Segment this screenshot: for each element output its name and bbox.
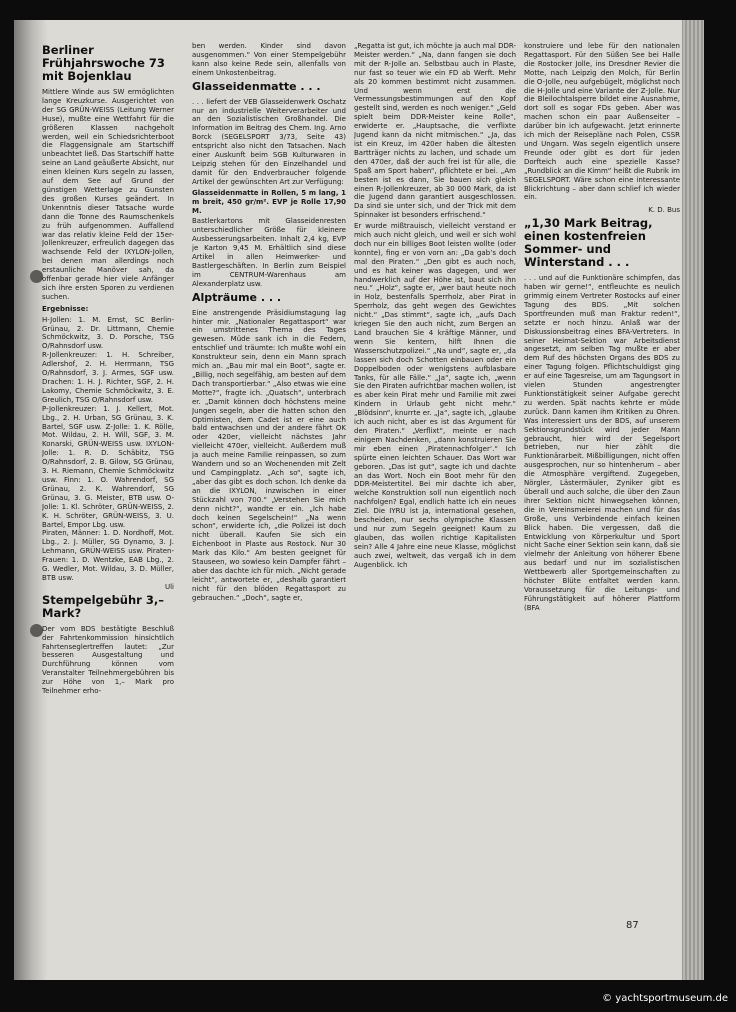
- article-paragraph: Glasseidenmatte in Rollen, 5 m lang, 1 m breit, 450 gr/m². EVP je Rolle 17,90 M.: [192, 188, 346, 215]
- results-item: R-Jollenkreuzer: 1. H. Schreiber, Adlershof, 2. H. Herrmann, TSG O/Rahnsdorf, 3. J. Armes, SGF usw. Drachen: 1. H. J. Richter, SGF, 2. H. Lakomy, Chemie Schmöckwitz, 3. E. Greulich, TSG O/Rahnsdorf usw.: [42, 351, 174, 404]
- article-paragraph: Bastlerkartons mit Glasseidenresten unterschiedlicher Größe für kleinere Ausbesserungsarbeiten. Inhalt 2,4 kg, EVP je Karton 9,45 M. Erhältlich sind diese Artikel in allen Heimwerker- und Bastlergeschäften. In Berlin zum Beispiel im CENTRUM-Warenhaus am Alexanderplatz usw.: [192, 217, 346, 288]
- article-paragraph: Eine anstrengende Präsidiumstagung lag hinter mir. „Nationaler Regattasport“ war ein umstrittenes Thema des Tages gewesen. Müde sank ich in die Federn, entschlief und träumte: Ich mußte wohl ein Konstrukteur sein, denn ein Mann sprach mich an. „Bau mir mal ein Boot“, sagte er. „Billig, noch segelfähig, am besten auf dem Dach transportierbar.“ „Also etwas wie eine Motte?“, fragte ich. „Quatsch“, unterbrach er. „Damit können doch höchstens meine Jungen segeln, aber die hatten schon den Optimisten, dem Cadet ist er eine auch bald entwachsen und der andere fährt OK oder 420er, vielleicht nächstes Jahr vielleicht 470er, vielleicht. Außerdem muß ja auch meine Familie reinpassen, so zum Wandern und so an Wochenenden mit Zelt und Campingplatz. „Ach so“, sagte ich, „aber das gibt es doch schon. Ich denke da an die IXYLON, inzwischen in einer Stückzahl von 700.“ „Verstehen Sie mich denn nicht?“, wandte er ein. „Ich habe doch keinen Segelschein!“ „Na wenn schon“, erwiderte ich, „die Polizei ist doch nicht überall. Kaufen Sie sich ein Eichenboot in Plaste aus Rostock. Nur 30 Mark das Kilo.“ Am besten geeignet für Stauseen, wo sowieso kein Dampfer fährt – aber das dachte ich für mich. „Nicht gerade leicht“, antwortete er, „deshalb garantiert nicht für den blöden Regattasport zu gebrauchen.“ „Doch“, sagte er,: [192, 308, 346, 602]
- article-title-fruehjahrswoche: Berliner Frühjahrswoche 73 mit Bojenklau: [42, 43, 165, 83]
- page-number: 87: [626, 920, 639, 931]
- article-paragraph: . . . und auf die Funktionäre schimpfen, das haben wir gerne!“, entfleuchte es neulich grimmig einem Vertreter Rostocks auf einer Tagung des BDS. „Mit solchen Sportfreunden muß man Fraktur reden!“, setzte er noch hinzu. Anlaß war der Diskussionsbeitrag eines BFA-Vertreters. In seiner Heimat-Sektion war Arbeitsdienst angesetzt, am selben Tag mußte er aber dem Ruf des höchsten Organs des BDS zu einer Tagung folgen. Pflichtschuldigst ging er auf eine Tagesreise, um am Tagungsort in vielen Stunden angestrengter Funktionstätigkeit seiner Aufgabe gerecht zu werden. Spät nachts kehrte er müde zurück. Dann kamen ihm Kritiken zu Ohren. Was interessiert uns der BDS, auf unserem Sektionsgrundstück wird jeder Mann gebraucht, hier wird der Segelsport betrieben, nur hier zählt die Funktionärarbeit. Mißbilligungen, nicht offen ausgesprochen, nur so hintenherum – aber die Atmosphäre vergiftend. Zugegeben, Nörgler, Lästermäuler, Zyniker gibt es überall und auch solche, die über den Zaun ihrer Sektion nicht hinwegsehen können, die in Vereinsmeierei machen und für das Große, uns Verbindende einfach keinen Blick haben. Die vergessen, daß die Entwicklung von Körperkultur und Sport nicht Sache einer Sektion sein kann, daß sie vielmehr der Anleitung von höherer Ebene aus bedarf und nur im sozialistischen Wettbewerb aller Sportgemeinschaften zu höchster Blüte entfaltet werden kann. Voraussetzung für die Leitungs- und Führungstätigkeit auf höherer Plattform (BFA: [524, 274, 680, 612]
- author-signature: Uli: [164, 582, 174, 591]
- author-signature: K. D. Bus: [648, 206, 680, 215]
- article-title-glasseidenmatte: Glasseidenmatte . . .: [192, 79, 321, 93]
- results-item: H-Jollen: 1. M. Ernst, SC Berlin-Grünau, 2. Dr. Littmann, Chemie Schmöckwitz, 3. D. Porsche, TSG O/Rahnsdorf usw.: [42, 315, 174, 351]
- article-title-alptraeume: Alpträume . . .: [192, 290, 282, 304]
- article-paragraph: „Regatta ist gut, ich möchte ja auch mal DDR-Meister werden.“ „Na, dann fangen sie doch mit der R-Jolle an. Selbstbau auch in Plaste, nur fast so teuer wie ein FD ab Werft. Mehr als 20 kommen bestimmt nicht zusammen. Und wenn erst die Vermessungsbestimmungen auf den Kopf gestellt sind, werden es noch weniger.“ „Geld spielt beim DDR-Meister keine Rolle“, erwiderte er. „Hauptsache, die verflixte Jugend kann da nicht mitmischen.“ „Ja, das ist ein Kreuz, im 420er haben die ältesten Bartträger nichts zu lachen, und schade um den 470er, daß der auch frei ist für alle, die Spaß am Sport haben“, pflichtete er bei. „Am besten ist es dann, Sie bauen sich gleich einen R-Jollenkreuzer, ab 30 000 Mark, da ist die Jugend dann garantiert ausgeschlossen. Da sind sie unter sich, und der Trick mit dem Spinnaker ist besonders erfrischend.“: [354, 42, 516, 220]
- article-paragraph: ben werden. Kinder sind davon ausgenommen.“ Von einer Stempelgebühr kann also keine Rede sein, allenfalls von einem Unkostenbeitrag.: [192, 42, 346, 77]
- article-title-beitrag: „1,30 Mark Beitrag, einen kostenfreien Sommer- und Winterstand . . .: [524, 216, 653, 270]
- column-3: [354, 42, 516, 972]
- results-item: P-Jollenkreuzer: 1. J. Kellert, Mot. Lbg., 2. H. Urban, SG Grünau, 3. K. Bartel, SGF usw. Z-Jolle: 1. K. Rölle, Mot. Wildau, 2. H. Will, SGF, 3. M. Konarski, GRÜN-WEISS usw. IXYLON-Jolle: 1. R. D. Schäbitz, TSG O/Rahnsdorf, 2. B. Gilow, SG Grünau, 3. H. Riemann, Chemie Schmöckwitz usw. Finn: 1. O. Wahrendorf, SG Grünau, 2. K. Wahrendorf, SG Grünau, 3. G. Meister, BTB usw. O-Jolle: 1. Kl. Schröter, GRÜN-WEISS, 2. K. H. Schröter, GRÜN-WEISS, 3. U. Bartel, Empor Lbg. usw.: [42, 404, 174, 529]
- results-label: Ergebnisse:: [42, 304, 89, 313]
- magazine-page: [14, 20, 704, 980]
- article-paragraph: Er wurde mißtrauisch, vielleicht verstand er mich auch nicht gleich, und weil er sich wohl doch nur ein billiges Boot leisten wollte (oder konnte), fing er von vorn an: „Da gab’s doch mal den Piraten.“ „Den gibt es auch noch, und es hat keiner was dagegen, und wer handwerklich auf der Höhe ist, baut sich ihn neu.“ „Holz“, sagte er, „wer baut heute noch in Holz, bestenfalls Sperrholz, aber Pirat in Sperrholz, das geht wegen des Gewichtes nicht.“ „Das stimmt“, sagte ich, „aufs Dach kriegen Sie den auch nicht, zum Bergen an Land brauchen Sie 4 kräftige Männer, und wenn Sie kentern, hilft Ihnen die Wasserschutzpolizei.“ „Na und“, sagte er, „da lassen sich doch Schotten einbauen oder ein Doppelboden oder wenigstens aufblasbare Tanks, für alle Fälle.“ „Ja“, sagte ich, „wenn Sie den Piraten aufrichtbar machen wollen, ist es aber kein Pirat mehr und Familie mit zwei Kindern in Urlaub geht nicht mehr.“ „Blödsinn“, knurrte er. „Ja“, sagte ich, „glaube ich auch nicht, aber es ist das Argument für den Piraten.“ „Verflixt“, meinte er nach einigem Nachdenken, „dann konstruieren Sie mir eben einen ‚Piratennachfolger‘.“ Ich spürte einen leichten Schauer. Das Wort war geboren. „Das ist gut“, sagte ich und dachte an das Wort. Noch ein Boot mehr für den DDR-Meistertitel. Bei mir dachte ich aber, welche Konstruktion soll nun eigentlich noch nachfolgen? Egal, endlich hatte ich ein neues Ziel. Die IYRU ist ja, international gesehen, bescheiden, nur sechs olympische Klassen und nur zum Segeln geeignet! Kaum zu glauben, das wollen richtige Kapitalisten sein? Alle 4 Jahre eine neue Klasse, möglichst auch zwei, weltweit, das vergaß ich in dem Augenblick. Ich: [354, 222, 516, 569]
- page-edge-stack: [682, 20, 704, 980]
- copyright-notice: © yachtsportmuseum.de: [602, 993, 728, 1004]
- column-1: [42, 42, 174, 972]
- column-2: [192, 42, 346, 972]
- article-paragraph: . . . liefert der VEB Glasseidenwerk Oschatz nur an industrielle Weiterverarbeiter und an den Sozialistischen Großhandel. Die Information im Beitrag des Chem. Ing. Arno Borck (SEGELSPORT 3/73, Seite 43) entspricht also nicht den Tatsachen. Nach einer Auskunft beim SGB Kulturwaren in Leipzig stehen für den Einzelhandel und damit für den Endverbraucher folgende Artikel der gewünschten Art zur Verfügung:: [192, 97, 346, 186]
- results-list: [42, 316, 174, 583]
- article-paragraph: Mittlere Winde aus SW ermöglichten lange Kreuzkurse. Ausgerichtet von der SG GRÜN-WEISS (Leitung Werner Huse), mußte eine Wettfahrt für die größeren Klassen nachgeholt werden, weil ein Schiedsrichterboot die Flaggensignale am Startschiff unbeachtet ließ. Das Startschiff hatte seine an Land geäußerte Absicht, nur einen kleinen Kurs segeln zu lassen, auf dem See auf Grund der günstigen Wetterlage zu Gunsten des großen Kurses geändert. In Unkenntnis dieser Tatsache wurde dann die Tonne des Raumschenkels zu früh aufgenommen. Auffallend war das relativ kleine Feld der 15er-Jollenkreuzer, erfreulich dagegen das wachsende Feld der IXYLON-Jollen, bei denen man allerdings noch erstaunliche Manöver sah, da offenbar gerade hier viele Anfänger sich ihre ersten Sporen zu verdienen suchen.: [42, 88, 174, 301]
- results-item: Piraten, Männer: 1. D. Nordhoff, Mot. Lbg., 2. J. Müller, SG Dynamo, 3. J. Lehmann, GRÜN-WEISS usw. Piraten-Frauen: 1. D. Wentzke, EAB Lbg., 2. G. Wedler, Mot. Wildau, 3. D. Müller, BTB usw.: [42, 529, 174, 582]
- article-paragraph: Der vom BDS bestätigte Beschluß der Fahrtenkommission hinsichtlich Fahrtenseglertreffen lautet: „Zur besseren Ausgestaltung und Durchführung können vom Veranstalter Teilnehmergebühren bis zur Höhe von 1,– Mark pro Teilnehmer erho-: [42, 624, 174, 696]
- article-paragraph: konstruiere und lebe für den nationalen Regattasport. Für den Süßen See bei Halle die Rostocker Jolle, ins Dresdner Revier die Motte, nach Leipzig den Molch, für Berlin die O-Jolle, neu aufgebügelt, möglichst noch die H-Jolle und eine Variante der Z-Jolle. Nur die Bleilochtalsperre bildet eine Ausnahme, dort soll es sogar FDs geben. Aber was machen schon ein paar Außenseiter – darüber bin ich aufgewacht. Jetzt erinnerte ich mich der Reisepläne nach Polen, CSSR und Ungarn. Was segeln eigentlich unsere Freunde oder gibt es dort für jeden Dorfteich auch eine spezielle Kasse? „Rundblick an die Kimm“ heißt die Rubrik im SEGELSPORT. Wäre schon eine interessante Blickrichtung – aber dann schlief ich wieder ein.: [524, 42, 680, 202]
- column-4: [524, 42, 680, 972]
- article-title-stempelgebuehr: Stempelgebühr 3,– Mark?: [42, 592, 164, 620]
